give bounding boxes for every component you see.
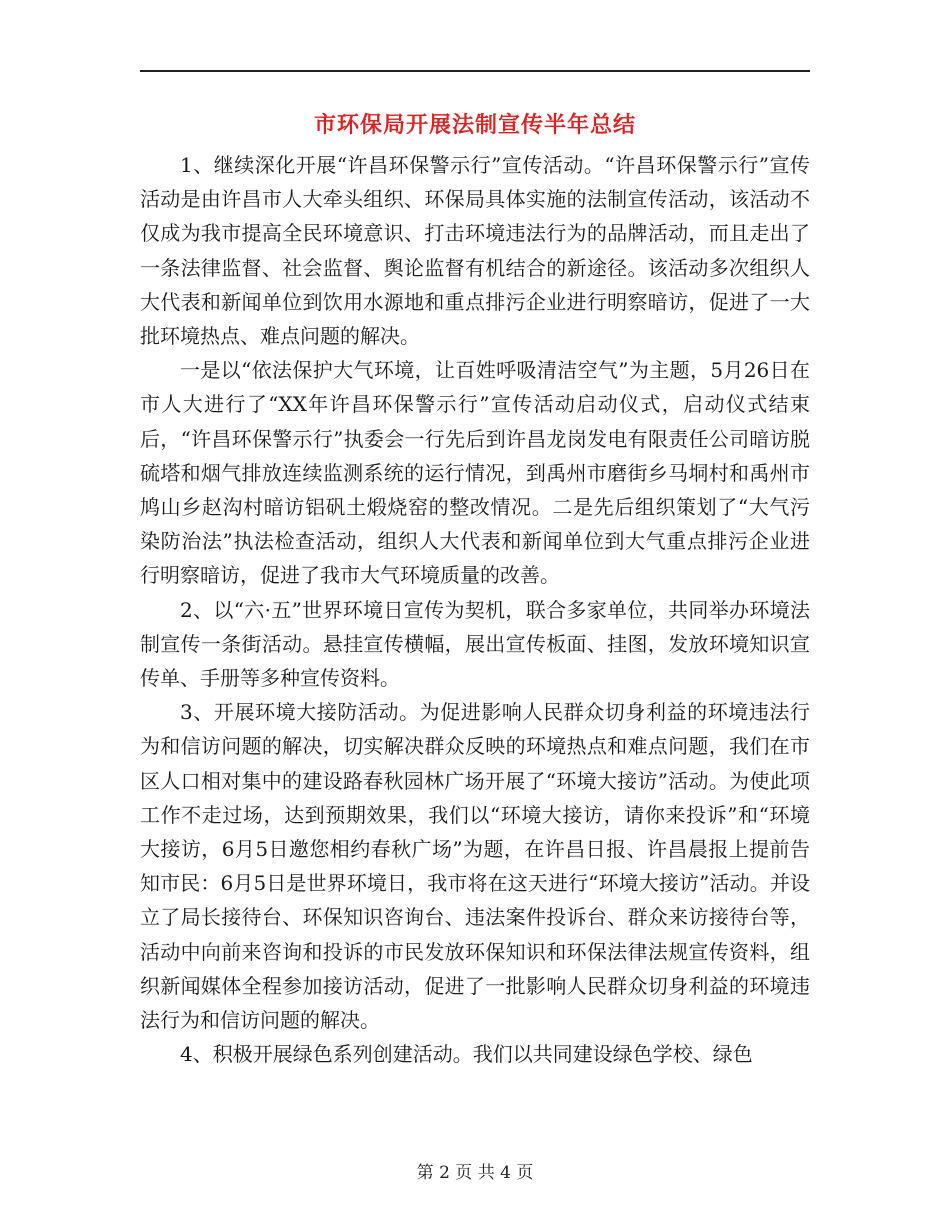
- header-rule: [140, 70, 810, 72]
- paragraph: 一是以“依法保护大气环境，让百姓呼吸清洁空气”为主题，5月26日在市人大进行了“XX年许昌环保警示行”宣传活动启动仪式，启动仪式结束后，“许昌环保警示行”执委会一行先后到许昌龙岗发电有限责任公司暗访脱硫塔和烟气排放连续监测系统的运行情况，到禹州市磨街乡马垌村和禹州市鸠山乡赵沟村暗访铝矾土煅烧窑的整改情况。二是先后组织策划了“大气污染防治法”执法检查活动，组织人大代表和新闻单位到大气重点排污企业进行明察暗访，促进了我市大气环境质量的改善。: [140, 358, 810, 588]
- page-number: 第 2 页 共 4 页: [416, 1163, 534, 1183]
- document-title: 市环保局开展法制宣传半年总结: [313, 112, 636, 138]
- paragraph: 1、继续深化开展“许昌环保警示行”宣传活动。“许昌环保警示行”宣传活动是由许昌市人大牵头组织、环保局具体实施的法制宣传活动，该活动不仅成为我市提高全民环境意识、打击环境违法行为的品牌活动，而且走出了一条法律监督、社会监督、舆论监督有机结合的新途径。该活动多次组织人大代表和新闻单位到饮用水源地和重点排污企业进行明察暗访，促进了一大批环境热点、难点问题的解决。: [140, 153, 810, 349]
- paragraph: 2、以“六·五”世界环境日宣传为契机，联合多家单位，共同举办环境法制宣传一条街活动。悬挂宣传横幅，展出宣传板面、挂图，发放环境知识宣传单、手册等多种宣传资料。: [140, 597, 810, 691]
- paragraph: 4、积极开展绿色系列创建活动。我们以共同建设绿色学校、绿色: [180, 1042, 753, 1067]
- document-body: [140, 148, 810, 1071]
- paragraph: 3、开展环境大接防活动。为促进影响人民群众切身利益的环境违法行为和信访问题的解决，切实解决群众反映的环境热点和难点问题，我们在市区人口相对集中的建设路春秋园林广场开展了“环境大接访”活动。为使此项工作不走过场，达到预期效果，我们以“环境大接访，请你来投诉”和“环境大接访，6月5日邀您相约春秋广场”为题，在许昌日报、许昌晨报上提前告知市民：6月5日是世界环境日，我市将在这天进行“环境大接访”活动。并设立了局长接待台、环保知识咨询台、违法案件投诉台、群众来访接待台等，活动中向前来咨询和投诉的市民发放环保知识和环保法律法规宣传资料，组织新闻媒体全程参加接访活动，促进了一批影响人民群众切身利益的环境违法行为和信访问题的解决。: [140, 700, 810, 1033]
